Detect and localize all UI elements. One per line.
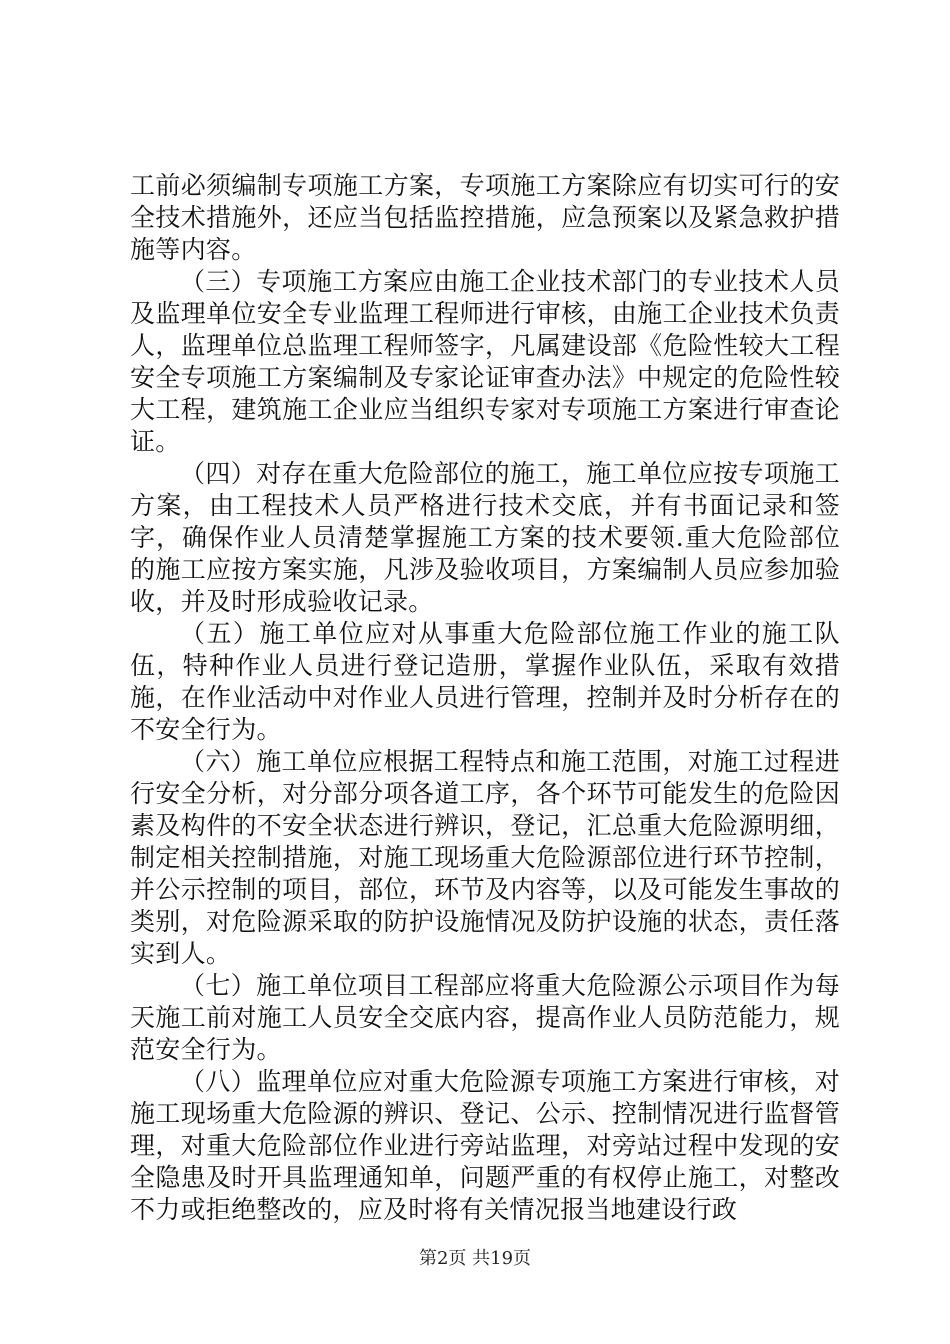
page-number-label: 第2页 共19页 (418, 1248, 532, 1269)
paragraph-5: （六）施工单位应根据工程特点和施工范围，对施工过程进行安全分析，对分部分项各道工序，各个环节可能发生的危险因素及构件的不安全状态进行辨识，登记，汇总重大危险源明细，制定相关控制措施，对施工现场重大危险源部位进行环节控制，并公示控制的项目，部位，环节及内容等，以及可能发生事故的类别，对危险源采取的防护设施情况及防护设施的状态，责任落实到人。 (130, 747, 840, 968)
page-footer (0, 1244, 950, 1270)
paragraph-6: （七）施工单位项目工程部应将重大危险源公示项目作为每天施工前对施工人员安全交底内容，提高作业人员防范能力，规范安全行为。 (130, 971, 840, 1064)
document-body (130, 170, 840, 1226)
paragraph-1: 工前必须编制专项施工方案，专项施工方案除应有切实可行的安全技术措施外，还应当包括监控措施，应急预案以及紧急救护措施等内容。 (130, 171, 840, 264)
paragraph-2: （三）专项施工方案应由施工企业技术部门的专业技术人员及监理单位安全专业监理工程师进行审核，由施工企业技术负责人，监理单位总监理工程师签字，凡属建设部《危险性较大工程安全专项施工方案编制及专家论证审查办法》中规定的危险性较大工程，建筑施工企业应当组织专家对专项施工方案进行审查论证。 (130, 267, 840, 456)
paragraph-4: （五）施工单位应对从事重大危险部位施工作业的施工队伍，特种作业人员进行登记造册，掌握作业队伍，采取有效措施，在作业活动中对作业人员进行管理，控制并及时分析存在的不安全行为。 (130, 619, 840, 744)
paragraph-3: （四）对存在重大危险部位的施工，施工单位应按专项施工方案，由工程技术人员严格进行技术交底，并有书面记录和签字，确保作业人员清楚掌握施工方案的技术要领.重大危险部位的施工应按方案实施，凡涉及验收项目，方案编制人员应参加验收，并及时形成验收记录。 (130, 459, 840, 616)
paragraph-7: （八）监理单位应对重大危险源专项施工方案进行审核，对施工现场重大危险源的辨识、登记、公示、控制情况进行监督管理，对重大危险部位作业进行旁站监理，对旁站过程中发现的安全隐患及时开具监理通知单，问题严重的有权停止施工，对整改不力或拒绝整改的，应及时将有关情况报当地建设行政 (130, 1067, 840, 1224)
